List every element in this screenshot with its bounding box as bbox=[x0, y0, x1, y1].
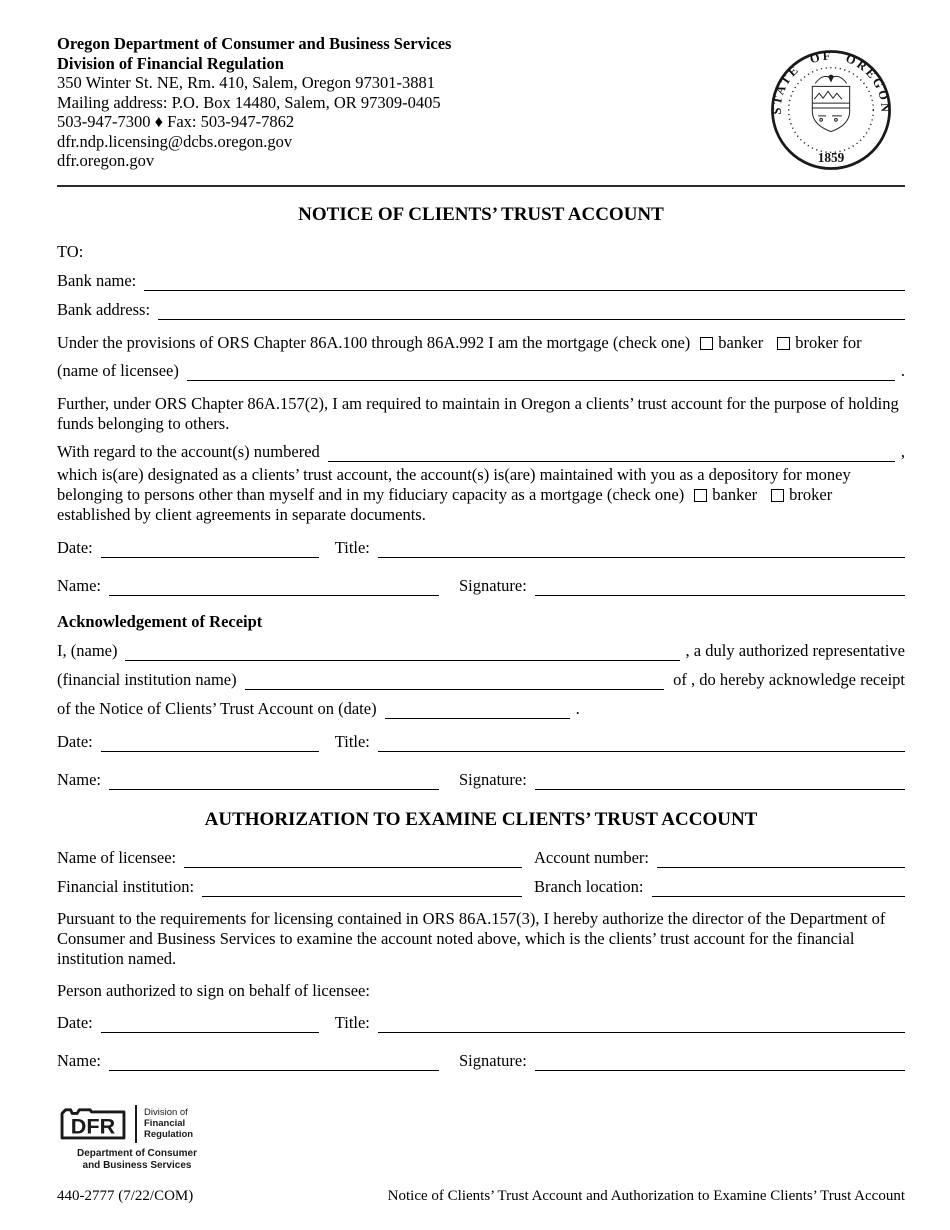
ack-financial-institution-row bbox=[57, 670, 905, 690]
date-label: Date: bbox=[57, 538, 93, 557]
licensee-name-label: (name of licensee) bbox=[57, 361, 179, 380]
auth-title-input-line[interactable] bbox=[378, 1031, 905, 1033]
mailing-address: Mailing address: P.O. Box 14480, Salem, OR 97309-0405 bbox=[57, 92, 441, 112]
auth-institution-group bbox=[57, 877, 522, 897]
auth-licensee-account-row bbox=[57, 848, 905, 868]
ack-notice-date-label: of the Notice of Clients’ Trust Account on (date) bbox=[57, 699, 377, 718]
email-address: dfr.ndp.licensing@dcbs.oregon.gov bbox=[57, 131, 293, 151]
designated-text: which is(are) designated as a clients’ trust account, the account(s) is(are) maintained with you as a depository for money belonging to persons other than myself and in my fiduciary capacity as a mortgage (check one) bbox=[57, 465, 851, 504]
form-number: 440-2777 (7/22/COM) bbox=[57, 1188, 194, 1204]
ack-financial-institution-input-line[interactable] bbox=[245, 688, 665, 690]
title-label: Title: bbox=[334, 538, 370, 557]
dfr-logo-block bbox=[57, 1104, 227, 1172]
date-label: Date: bbox=[57, 732, 93, 751]
auth-licensee-group bbox=[57, 848, 522, 868]
auth-signature-input-line[interactable] bbox=[535, 1069, 905, 1071]
auth-account-input-line[interactable] bbox=[657, 866, 905, 868]
footer-doc-title: Notice of Clients’ Trust Account and Authorization to Examine Clients’ Trust Account bbox=[387, 1188, 905, 1204]
ack-representative-name-input-line[interactable] bbox=[125, 659, 679, 661]
letterhead bbox=[57, 34, 905, 177]
bank-address-label: Bank address: bbox=[57, 300, 151, 319]
ack-name-row bbox=[57, 641, 905, 661]
bank-name-input-line[interactable] bbox=[144, 289, 905, 291]
notice-name-input-line[interactable] bbox=[109, 594, 439, 596]
date-label: Date: bbox=[57, 1013, 93, 1032]
logo-financial: Financial bbox=[144, 1118, 186, 1129]
banker-checkbox-1[interactable] bbox=[700, 337, 713, 350]
auth-licensee-label: Name of licensee: bbox=[57, 848, 177, 867]
logo-divider bbox=[135, 1105, 137, 1143]
notice-date-input-line[interactable] bbox=[101, 556, 319, 558]
logo-regulation: Regulation bbox=[144, 1129, 194, 1140]
ack-representative-suffix: , a duly authorized representative bbox=[685, 641, 905, 660]
pursuant-paragraph: Pursuant to the requirements for licensing contained in ORS 86A.157(3), I hereby authorize the director of the Department of Consumer and Business Services to examine the account noted above, which is the clients’ trust account for the financial institution named. bbox=[57, 909, 886, 968]
account-numbers-suffix: , bbox=[900, 442, 905, 461]
notice-signature-input-line[interactable] bbox=[535, 594, 905, 596]
account-numbers-input-line[interactable] bbox=[328, 460, 895, 462]
banker-checkbox-2[interactable] bbox=[694, 489, 707, 502]
bank-address-row bbox=[57, 300, 905, 320]
further-paragraph: Further, under ORS Chapter 86A.157(2), I am required to maintain in Oregon a clients’ trust account for the purpose of holding funds belonging to others. bbox=[57, 394, 899, 433]
notice-title: NOTICE OF CLIENTS’ TRUST ACCOUNT bbox=[298, 204, 664, 225]
licensee-suffix: . bbox=[900, 361, 905, 380]
ack-date-title-row bbox=[57, 732, 905, 752]
account-numbers-row bbox=[57, 442, 905, 462]
signature-label: Signature: bbox=[458, 770, 527, 789]
agency-address-block bbox=[57, 34, 451, 171]
street-address: 350 Winter St. NE, Rm. 410, Salem, Oregon 97301-3881 bbox=[57, 73, 436, 92]
acknowledgement-heading: Acknowledgement of Receipt bbox=[57, 612, 263, 631]
department-text bbox=[57, 1148, 217, 1172]
to-row bbox=[57, 242, 905, 262]
auth-name-input-line[interactable] bbox=[109, 1069, 439, 1071]
ack-name-signature-row bbox=[57, 770, 905, 790]
ack-notice-date-suffix: . bbox=[575, 699, 580, 718]
ack-financial-institution-label: (financial institution name) bbox=[57, 670, 237, 689]
auth-branch-group bbox=[534, 877, 905, 897]
designated-tail: established by client agreements in separate documents. bbox=[57, 505, 426, 524]
footer-row bbox=[57, 1188, 905, 1205]
division-name: Division of Financial Regulation bbox=[57, 53, 284, 73]
phone-fax: 503-947-7300 ♦ Fax: 503-947-7862 bbox=[57, 112, 295, 131]
dfr-logo-text bbox=[144, 1107, 193, 1140]
dfr-acronym: DFR bbox=[70, 1113, 116, 1139]
broker-label-2: broker bbox=[789, 485, 833, 504]
licensee-name-row bbox=[57, 361, 905, 381]
agency-name: Oregon Department of Consumer and Business Services bbox=[57, 34, 452, 53]
auth-institution-label: Financial institution: bbox=[57, 877, 195, 896]
auth-branch-label: Branch location: bbox=[534, 877, 644, 896]
designated-paragraph bbox=[57, 465, 905, 525]
title-label: Title: bbox=[334, 732, 370, 751]
ack-receipt-date-row bbox=[57, 699, 905, 719]
name-label: Name: bbox=[57, 1051, 101, 1070]
bank-address-input-line[interactable] bbox=[158, 318, 905, 320]
notice-title-input-line[interactable] bbox=[378, 556, 905, 558]
state-seal-icon bbox=[769, 48, 893, 172]
person-authorized-row bbox=[57, 981, 905, 1001]
auth-licensee-input-line[interactable] bbox=[184, 866, 522, 868]
name-label: Name: bbox=[57, 770, 101, 789]
broker-label-1: broker for bbox=[795, 333, 862, 352]
to-label: TO: bbox=[57, 242, 84, 261]
ack-date-input-line[interactable] bbox=[101, 750, 319, 752]
dfr-logo bbox=[57, 1104, 227, 1143]
banker-label-2: banker bbox=[712, 485, 758, 504]
broker-checkbox-1[interactable] bbox=[777, 337, 790, 350]
provisions-text: Under the provisions of ORS Chapter 86A.100 through 86A.992 I am the mortgage (check one) bbox=[57, 333, 691, 352]
provisions-paragraph bbox=[57, 333, 905, 353]
auth-branch-input-line[interactable] bbox=[652, 895, 905, 897]
bank-name-label: Bank name: bbox=[57, 271, 137, 290]
broker-checkbox-2[interactable] bbox=[771, 489, 784, 502]
oregon-state-seal bbox=[769, 48, 893, 177]
title-label: Title: bbox=[334, 1013, 370, 1032]
auth-account-label: Account number: bbox=[534, 848, 650, 867]
ack-title-input-line[interactable] bbox=[378, 750, 905, 752]
logo-division-of: Division of bbox=[144, 1107, 188, 1118]
oregon-outline-dfr-icon bbox=[57, 1104, 129, 1143]
seal-arc-text: STATE OF OREGON bbox=[769, 48, 893, 115]
person-authorized-label: Person authorized to sign on behalf of licensee: bbox=[57, 981, 370, 1000]
auth-institution-input-line[interactable] bbox=[202, 895, 522, 897]
ack-signature-input-line[interactable] bbox=[535, 788, 905, 790]
auth-date-input-line[interactable] bbox=[101, 1031, 319, 1033]
website: dfr.oregon.gov bbox=[57, 151, 155, 170]
auth-institution-branch-row bbox=[57, 877, 905, 897]
dept-line1: Department of Consumer bbox=[76, 1148, 197, 1159]
header-rule bbox=[57, 185, 905, 187]
notice-name-signature-row bbox=[57, 576, 905, 596]
account-numbers-label: With regard to the account(s) numbered bbox=[57, 442, 320, 461]
ack-receipt-suffix: of , do hereby acknowledge receipt bbox=[673, 670, 905, 689]
bank-name-row bbox=[57, 271, 905, 291]
licensee-name-input-line[interactable] bbox=[187, 379, 895, 381]
signature-label: Signature: bbox=[458, 1051, 527, 1070]
authorization-title: AUTHORIZATION TO EXAMINE CLIENTS’ TRUST ACCOUNT bbox=[204, 809, 758, 830]
ack-i-name-label: I, (name) bbox=[57, 641, 118, 660]
auth-date-title-row bbox=[57, 1013, 905, 1033]
ack-name-input-line[interactable] bbox=[109, 788, 439, 790]
seal-year: 1859 bbox=[817, 150, 845, 166]
dept-line2: and Business Services bbox=[82, 1160, 192, 1171]
auth-account-group bbox=[534, 848, 905, 868]
name-label: Name: bbox=[57, 576, 101, 595]
banker-label-1: banker bbox=[718, 333, 764, 352]
auth-name-signature-row bbox=[57, 1051, 905, 1071]
signature-label: Signature: bbox=[458, 576, 527, 595]
ack-receipt-date-input-line[interactable] bbox=[385, 717, 570, 719]
notice-date-title-row bbox=[57, 538, 905, 558]
